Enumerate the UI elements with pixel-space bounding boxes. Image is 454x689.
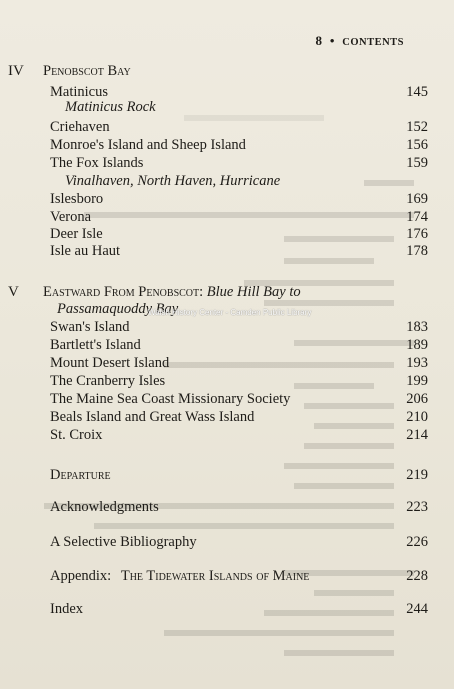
toc-entry <box>0 390 454 410</box>
toc-entry-title: Verona <box>50 209 92 225</box>
toc-entry <box>0 336 454 356</box>
section-subtitle: Blue Hill Bay to <box>206 284 301 300</box>
toc-entry-title: St. Croix <box>50 427 103 443</box>
toc-entry-title: The Cranberry Isles <box>50 373 166 389</box>
toc-entry-page: 228 <box>406 568 428 584</box>
toc-entry-title: Appendix: <box>50 568 112 584</box>
running-header <box>315 33 404 49</box>
toc-entry-title: Monroe's Island and Sheep Island <box>50 137 246 153</box>
toc-entry-page: 176 <box>406 226 428 242</box>
toc-entry <box>0 98 454 118</box>
toc-entry-page: 145 <box>406 84 428 100</box>
toc-entry-title: Departure <box>50 467 111 483</box>
toc-entry-title: Isle au Haut <box>50 243 121 259</box>
toc-entry-title: The Fox Islands <box>50 155 144 171</box>
toc-entry <box>0 567 454 587</box>
toc-entry-page: 156 <box>406 137 428 153</box>
toc-entry-title: Mount Desert Island <box>50 355 170 371</box>
toc-entry <box>0 154 454 174</box>
section-title: Penobscot Bay <box>43 63 131 79</box>
section-numeral: IV <box>8 63 24 79</box>
toc-entry-title: Matinicus <box>50 84 108 100</box>
header-separator: • <box>329 33 335 48</box>
header-page-number: 8 <box>315 33 323 48</box>
header-running-title: CONTENTS <box>342 37 404 48</box>
toc-entry-page: 219 <box>406 467 428 483</box>
toc-entry-page: 199 <box>406 373 428 389</box>
toc-entry-page: 223 <box>406 499 428 515</box>
toc-entry <box>0 408 454 428</box>
toc-entry <box>0 172 454 192</box>
toc-entry-title: Matinicus Rock <box>65 99 156 115</box>
toc-entry <box>0 466 454 486</box>
toc-entry-page: 169 <box>406 191 428 207</box>
toc-entry-page: 159 <box>406 155 428 171</box>
toc-entry <box>0 600 454 620</box>
toc-entry-title: A Selective Bibliography <box>50 534 197 550</box>
section-subtitle: Passamaquoddy Bay <box>57 301 179 317</box>
library-watermark: Walsh History Center - Camden Public Library <box>148 308 312 317</box>
toc-entry-title: Vinalhaven, North Haven, Hurricane <box>65 173 281 189</box>
toc-entry-page: 174 <box>406 209 428 225</box>
toc-entry-title: Index <box>50 601 84 617</box>
toc-entry-title: Criehaven <box>50 119 110 135</box>
section-title: Eastward From Penobscot: <box>43 284 204 300</box>
toc-entry-title: Islesboro <box>50 191 104 207</box>
toc-entry-page: 189 <box>406 337 428 353</box>
toc-entry-page: 178 <box>406 243 428 259</box>
toc-entry <box>0 136 454 156</box>
toc-entry-page: 210 <box>406 409 428 425</box>
toc-entry-page: 193 <box>406 355 428 371</box>
toc-entry <box>0 533 454 553</box>
toc-entry-title: Beals Island and Great Wass Island <box>50 409 255 425</box>
toc-entry-page: 206 <box>406 391 428 407</box>
toc-entry-subtitle: The Tidewater Islands of Maine <box>120 568 310 584</box>
toc-entry <box>0 242 454 262</box>
toc-entry-page: 226 <box>406 534 428 550</box>
toc-entry-title: The Maine Sea Coast Missionary Society <box>50 391 291 407</box>
toc-entry-title: Deer Isle <box>50 226 103 242</box>
section-heading <box>0 62 454 82</box>
toc-entry-page: 152 <box>406 119 428 135</box>
toc-entry <box>0 498 454 518</box>
toc-entry-page: 244 <box>406 601 428 617</box>
toc-entry <box>0 372 454 392</box>
toc-entry <box>0 318 454 338</box>
section-numeral: V <box>8 284 19 300</box>
toc-entry-title: Bartlett's Island <box>50 337 141 353</box>
toc-entry-page: 214 <box>406 427 428 443</box>
toc-entry <box>0 190 454 210</box>
toc-entry <box>0 118 454 138</box>
toc-entry-page: 183 <box>406 319 428 335</box>
toc-entry-title: Swan's Island <box>50 319 130 335</box>
toc-entry-title: Acknowledgments <box>50 499 159 515</box>
toc-entry <box>0 426 454 446</box>
toc-entry <box>0 354 454 374</box>
